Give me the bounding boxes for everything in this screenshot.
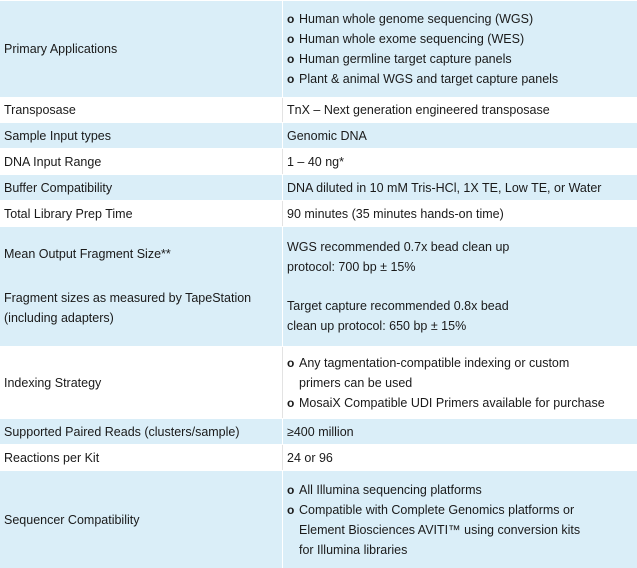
bullet-icon: o xyxy=(287,482,295,497)
row-label: Reactions per Kit xyxy=(0,445,283,470)
table-row xyxy=(0,418,637,444)
bullet-icon: o xyxy=(287,12,295,26)
row-value xyxy=(283,347,637,418)
row-value: DNA diluted in 10 mM Tris-HCl, 1X TE, Low TE, or Water xyxy=(287,180,602,195)
row-value xyxy=(283,1,637,97)
list-item: o All Illumina sequencing platforms xyxy=(287,480,635,500)
row-value xyxy=(283,471,637,568)
bullet-icon: o xyxy=(287,72,295,86)
table-row xyxy=(0,200,637,226)
label-primary-applications: Primary Applications xyxy=(4,42,118,56)
label-mean-output-fragment-size: Mean Output Fragment Size** xyxy=(4,247,171,261)
row-label: Supported Paired Reads (clusters/sample) xyxy=(0,419,283,444)
table-row xyxy=(0,148,637,174)
row-value: 90 minutes (35 minutes hands-on time) xyxy=(287,206,504,221)
list-item: o Any tagmentation-compatible indexing or custom xyxy=(287,353,635,373)
bullet-icon: o xyxy=(287,52,295,66)
list-item-continuation: primers can be used xyxy=(299,375,413,390)
table-row xyxy=(0,470,637,568)
row-label: Mean Output Fragment Size** Fragment sizes as measured by TapeStation (including adapters) xyxy=(0,227,283,346)
list-item: o Compatible with Complete Genomics platforms or xyxy=(287,500,635,520)
row-value: 1 – 40 ng* xyxy=(287,154,344,169)
row-label: Buffer Compatibility xyxy=(0,175,283,200)
row-value: TnX – Next generation engineered transposase xyxy=(287,103,550,117)
row-label: Sequencer Compatibility xyxy=(0,471,283,568)
list-item: o Human germline target capture panels xyxy=(287,49,635,69)
row-label: Transposase xyxy=(0,98,283,122)
row-value: WGS recommended 0.7x bead clean up protocol: 700 bp ± 15% Target capture recommended 0.8x bead clean up protocol: 650 bp ± 15% xyxy=(287,240,510,333)
table-row xyxy=(0,97,637,122)
bullet-icon: o xyxy=(287,355,295,370)
row-label: Total Library Prep Time xyxy=(0,201,283,226)
table-row xyxy=(0,122,637,148)
row-label: DNA Input Range xyxy=(0,149,283,174)
row-value: Genomic DNA xyxy=(287,128,367,143)
row-value: 24 or 96 xyxy=(287,450,333,465)
table-row xyxy=(0,346,637,418)
bullet-icon: o xyxy=(287,395,295,410)
bullet-icon: o xyxy=(287,502,295,517)
list-item-continuation: Element Biosciences AVITI™ using conversion kits xyxy=(299,522,581,537)
list-item: o Human whole exome sequencing (WES) xyxy=(287,29,635,49)
row-value: ≥400 million xyxy=(287,424,354,439)
list-item-continuation: for Illumina libraries xyxy=(299,542,408,557)
row-label: Indexing Strategy xyxy=(0,347,283,418)
row-label xyxy=(0,1,283,97)
table-row xyxy=(0,226,637,346)
list-item: o Plant & animal WGS and target capture panels xyxy=(287,69,635,89)
list-item: o MosaiX Compatible UDI Primers available for purchase xyxy=(287,393,635,413)
row-label: Sample Input types xyxy=(0,123,283,148)
table-row xyxy=(0,0,637,97)
table-row xyxy=(0,174,637,200)
table-row xyxy=(0,444,637,470)
bullet-icon: o xyxy=(287,32,295,46)
list-item: o Human whole genome sequencing (WGS) xyxy=(287,9,635,29)
